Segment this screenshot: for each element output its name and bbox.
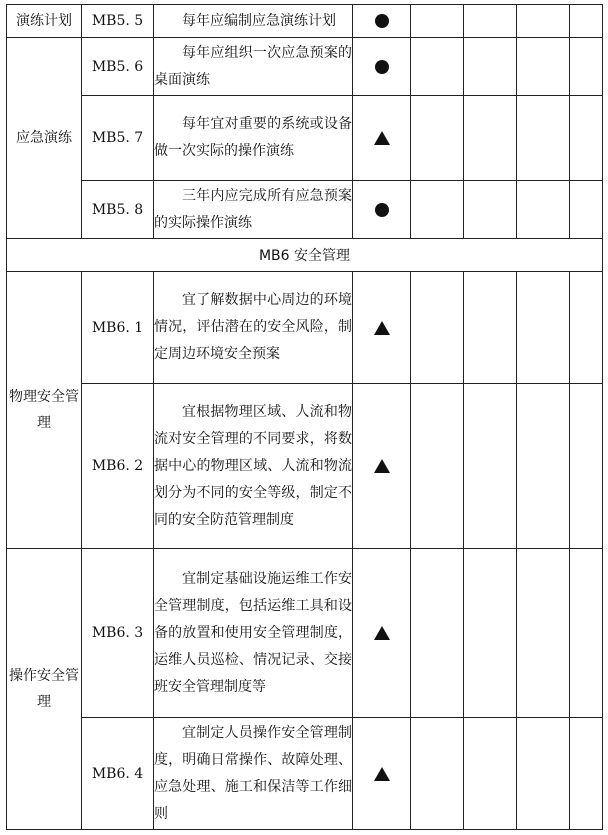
- level-cell: [353, 181, 411, 239]
- category-cell: 演练计划: [7, 5, 82, 38]
- table-row: [7, 384, 603, 549]
- level-cell: [353, 549, 411, 718]
- item-description: 三年内应完成所有应急预案的实际操作演练: [154, 181, 353, 239]
- item-code: MB5. 7: [82, 96, 154, 181]
- level-cell: [353, 272, 411, 384]
- category-cell: 物理安全管理: [7, 272, 82, 549]
- table-row: [7, 38, 603, 96]
- table-row: [7, 272, 603, 384]
- item-code: MB5. 5: [82, 5, 154, 38]
- level-cell: [353, 384, 411, 549]
- category-cell: 操作安全管理: [7, 549, 82, 830]
- level-cell: [353, 38, 411, 96]
- level-cell: [353, 96, 411, 181]
- filled-triangle-icon: [374, 459, 390, 473]
- table-row: [7, 549, 603, 718]
- section-title: MB6 安全管理: [7, 239, 603, 272]
- item-description: 每年应编制应急演练计划: [154, 5, 353, 38]
- filled-circle-icon: [375, 14, 389, 28]
- spec-table: [6, 4, 603, 830]
- table-row: [7, 5, 603, 38]
- table-row: [7, 181, 603, 239]
- filled-triangle-icon: [374, 626, 390, 640]
- item-code: MB6. 4: [82, 718, 154, 830]
- filled-triangle-icon: [374, 131, 390, 145]
- item-description: 宜根据物理区域、人流和物流对安全管理的不同要求，将数据中心的物理区域、人流和物流划分为不同的安全等级，制定不同的安全防范管理制度: [154, 384, 353, 549]
- filled-triangle-icon: [374, 767, 390, 781]
- table-row: [7, 96, 603, 181]
- item-code: MB6. 3: [82, 549, 154, 718]
- filled-circle-icon: [375, 203, 389, 217]
- item-description: 每年应组织一次应急预案的桌面演练: [154, 38, 353, 96]
- filled-circle-icon: [375, 60, 389, 74]
- section-row: [7, 239, 603, 272]
- item-code: MB6. 1: [82, 272, 154, 384]
- filled-triangle-icon: [374, 321, 390, 335]
- item-code: MB6. 2: [82, 384, 154, 549]
- item-description: 宜制定基础设施运维工作安全管理制度，包括运维工具和设备的放置和使用安全管理制度，运维人员巡检、情况记录、交接班安全管理制度等: [154, 549, 353, 718]
- level-cell: [353, 5, 411, 38]
- item-description: 宜了解数据中心周边的环境情况，评估潜在的安全风险，制定周边环境安全预案: [154, 272, 353, 384]
- item-description: 每年宜对重要的系统或设备做一次实际的操作演练: [154, 96, 353, 181]
- item-code: MB5. 6: [82, 38, 154, 96]
- item-description: 宜制定人员操作安全管理制度，明确日常操作、故障处理、应急处理、施工和保洁等工作细则: [154, 718, 353, 830]
- item-code: MB5. 8: [82, 181, 154, 239]
- level-cell: [353, 718, 411, 830]
- category-cell: 应急演练: [7, 38, 82, 239]
- table-row: [7, 718, 603, 830]
